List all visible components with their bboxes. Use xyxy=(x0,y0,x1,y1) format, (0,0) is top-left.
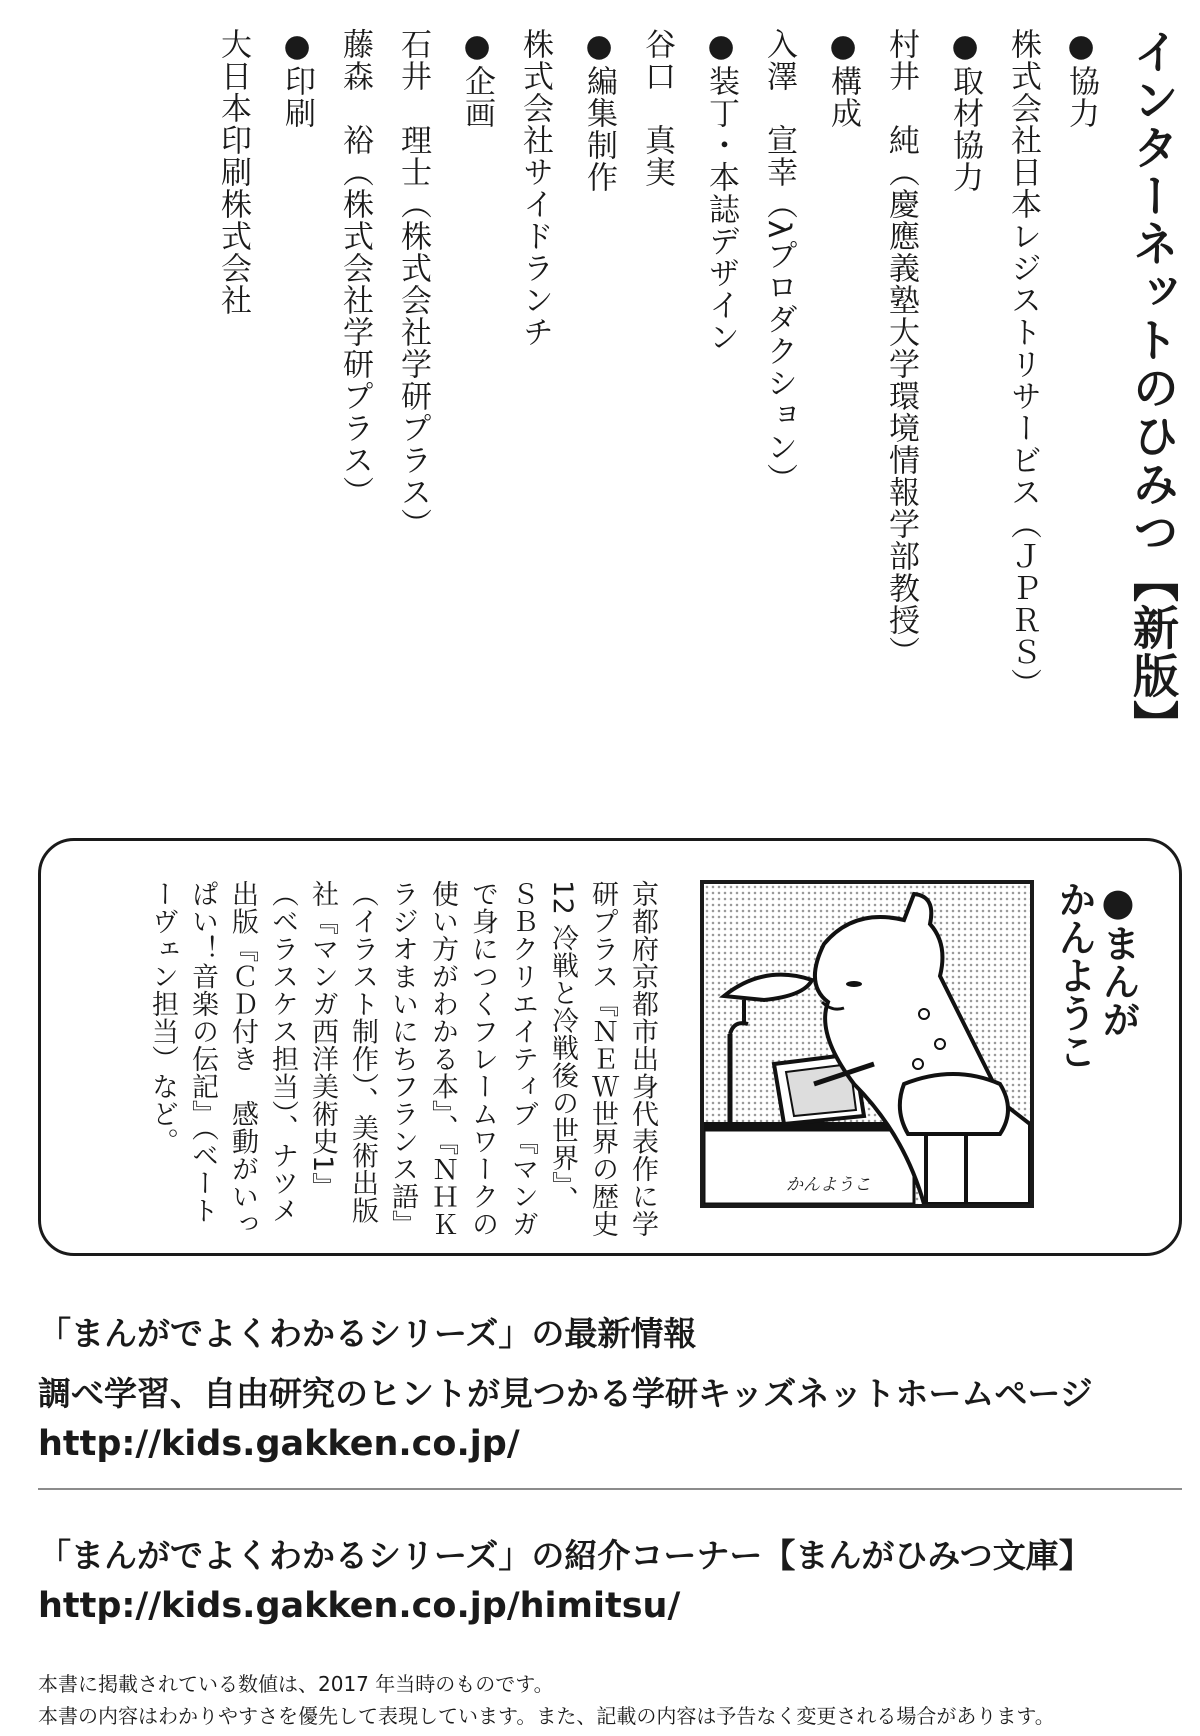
credit-role: ●取材協力 xyxy=(947,28,983,193)
credits-list xyxy=(40,28,1110,808)
book-title: インターネットのひみつ【新版】 xyxy=(1126,28,1180,748)
himitsu-url-link[interactable]: http://kids.gakken.co.jp/himitsu/ xyxy=(38,1586,681,1626)
credit-value: 村井 純（慶應義塾大学環境情報学部教授） xyxy=(883,28,919,668)
illustrator-heading-label: ●まんが xyxy=(1096,880,1140,1038)
footnote-numbers: 本書に掲載されている数値は、2017 年当時のものです。 xyxy=(38,1672,554,1696)
credit-role: ●協力 xyxy=(1063,28,1099,129)
credit-role: ●企画 xyxy=(459,28,495,129)
illustrator-heading xyxy=(1052,880,1140,1140)
illustrator-bio: 京都府京都市出身代表作に学研プラス『ＮＥＷ世界の歴史12 冷戦と冷戦後の世界』、ＳＢクリエイティブ『マンガで身につくフレームワークの使い方がわかる本』、『ＮＨＫラジオまいにちフランス語』（イラスト制作）、美術出版社『マンガ西洋美術史1』（ベラスケス担当）、ナツメ出版『ＣＤ付き 感動がいっぱい！音楽の伝記』（ベートーヴェン担当）など。 xyxy=(147,880,658,1238)
credit-role: ●編集制作 xyxy=(581,28,617,193)
credit-role: ●装丁・本誌デザイン xyxy=(703,28,739,353)
portrait-drawing xyxy=(704,884,1030,1204)
series-info-heading: 「まんがでよくわかるシリーズ」の最新情報 xyxy=(38,1314,697,1353)
illustrator-signature: かんようこ xyxy=(782,1170,875,1195)
kidsnet-description: 調べ学習、自由研究のヒントが見つかる学研キッズネットホームページ xyxy=(38,1374,1093,1413)
credit-value: 大日本印刷株式会社 xyxy=(215,28,251,316)
illustrator-name: かんようこ xyxy=(1052,880,1096,1070)
credit-value: 谷口 真実 xyxy=(639,28,675,188)
footnote-content: 本書の内容はわかりやすさを優先して表現しています。また、記載の内容は予告なく変更される場合があります。 xyxy=(38,1704,1055,1728)
credit-role: ●印刷 xyxy=(279,28,315,129)
credit-value: 株式会社サイドランチ xyxy=(517,28,553,348)
credit-value: 石井 理士（株式会社学研プラス） xyxy=(395,28,431,540)
credit-value: 藤森 裕（株式会社学研プラス） xyxy=(337,28,373,508)
kidsnet-url-link[interactable]: http://kids.gakken.co.jp/ xyxy=(38,1424,520,1464)
illustrator-portrait xyxy=(700,880,1034,1208)
himitsu-corner-heading: 「まんがでよくわかるシリーズ」の紹介コーナー【まんがひみつ文庫】 xyxy=(38,1536,1092,1575)
credit-value: 株式会社日本レジストリサービス（ＪＰＲＳ） xyxy=(1005,28,1041,700)
divider xyxy=(38,1488,1182,1490)
credit-role: ●構成 xyxy=(825,28,861,129)
credit-value: 入澤 宣幸（λプロダクション） xyxy=(761,28,797,496)
